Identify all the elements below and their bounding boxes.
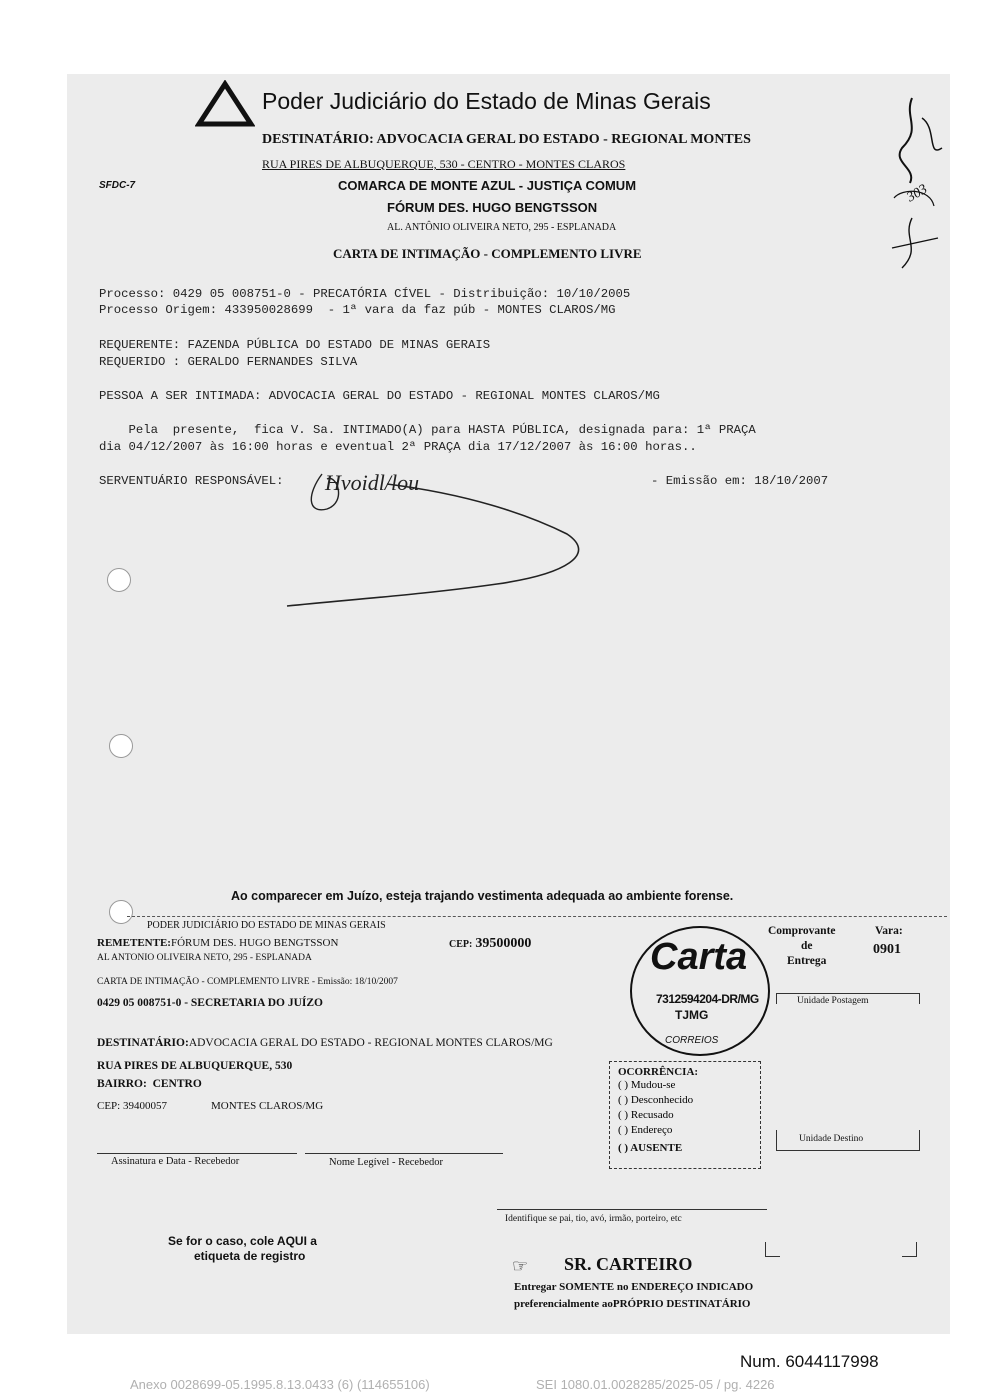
remetente-label: REMETENTE:	[97, 937, 171, 949]
comarca: COMARCA DE MONTE AZUL - JUSTIÇA COMUM	[338, 178, 637, 193]
slip-dest-street: RUA PIRES DE ALBUQUERQUE, 530	[97, 1060, 293, 1072]
pessoa-intimada: PESSOA A SER INTIMADA: ADVOCACIA GERAL DO ESTADO - REGIONAL MONTES CLAROS/MG	[99, 389, 660, 403]
doc-title: CARTA DE INTIMAÇÃO - COMPLEMENTO LIVRE	[333, 246, 642, 261]
slip-remetente	[97, 937, 338, 949]
footer-num: Num. 6044117998	[740, 1352, 879, 1371]
ocorrencia-mudou[interactable]: ( ) Mudou-se	[618, 1079, 676, 1091]
margin-note: 303	[904, 181, 931, 206]
texto-line-2: dia 04/12/2007 às 16:00 horas e eventual 2ª PRAÇA dia 17/12/2007 às 16:00 horas..	[99, 440, 697, 454]
identifique-label: Identifique se pai, tio, avó, irmão, porteiro, etc	[505, 1214, 682, 1224]
address-line: RUA PIRES DE ALBUQUERQUE, 530 - CENTRO - MONTES CLAROS	[262, 157, 626, 171]
cole-line-2: etiqueta de registro	[194, 1249, 306, 1263]
comprovante-1: Comprovante	[768, 925, 836, 937]
binder-hole	[109, 900, 133, 924]
slip-cep	[449, 936, 531, 952]
pointing-hand-icon: ☞	[512, 1256, 529, 1276]
stamp-correios: CORREIOS	[665, 1035, 719, 1046]
corner-mark	[902, 1242, 917, 1257]
binder-hole	[107, 568, 131, 592]
signature-stroke	[267, 454, 597, 614]
slip-dest-cep: CEP: 39400057	[97, 1100, 167, 1112]
unidade-destino: Unidade Destino	[799, 1134, 864, 1144]
processo: Processo: 0429 05 008751-0 - PRECATÓRIA CÍVEL - Distribuição: 10/10/2005	[99, 287, 631, 301]
slip-carta-line: CARTA DE INTIMAÇÃO - COMPLEMENTO LIVRE - Emissão: 18/10/2007	[97, 977, 398, 987]
corner-mark	[765, 1242, 780, 1257]
margin-initials-icon	[882, 88, 948, 278]
ocorrencia-desconhecido[interactable]: ( ) Desconhecido	[618, 1094, 694, 1106]
slip-remetente-address: AL ANTONIO OLIVEIRA NETO, 295 - ESPLANADA	[97, 953, 312, 963]
dest-label: DESTINATÁRIO:	[97, 1037, 189, 1049]
slip-processo-line: 0429 05 008751-0 - SECRETARIA DO JUÍZO	[97, 997, 323, 1009]
cut-line	[127, 916, 947, 917]
slip-city: MONTES CLAROS/MG	[211, 1100, 324, 1112]
remetente-value: FÓRUM DES. HUGO BENGTSSON	[170, 937, 339, 949]
comprovante-3: Entrega	[787, 955, 827, 967]
unidade-postagem: Unidade Postagem	[797, 996, 869, 1006]
stamp-tjmg: TJMG	[675, 1008, 709, 1022]
org-title: Poder Judiciário do Estado de Minas Gerais	[262, 88, 711, 114]
form-code: SFDC-7	[99, 180, 136, 191]
carteiro-title: SR. CARTEIRO	[564, 1254, 693, 1274]
ocorrencia-ausente[interactable]: ( ) AUSENTE	[618, 1142, 683, 1154]
signature: Hvoidl/lou	[325, 470, 420, 495]
binder-hole	[109, 734, 133, 758]
identifique-line	[497, 1209, 767, 1210]
requerente: REQUERENTE: FAZENDA PÚBLICA DO ESTADO DE MINAS GERAIS	[99, 338, 491, 352]
stamp-title: Carta	[650, 936, 748, 978]
ocorrencia-recusado[interactable]: ( ) Recusado	[618, 1109, 674, 1121]
entregar-line-2: preferencialmente aoPRÓPRIO DESTINATÁRIO	[514, 1298, 751, 1310]
footer-anexo: Anexo 0028699-05.1995.8.13.0433 (6) (114655106)	[130, 1377, 430, 1392]
stamp-code: 7312594204-DR/MG	[656, 992, 759, 1006]
serventuario-label: SERVENTUÁRIO RESPONSÁVEL:	[99, 474, 284, 488]
vara-label: Vara:	[875, 925, 903, 937]
footer-sei: SEI 1080.01.0028285/2025-05 / pg. 4226	[536, 1377, 775, 1392]
aviso-vestimenta: Ao comparecer em Juízo, esteja trajando vestimenta adequada ao ambiente forense.	[231, 889, 734, 903]
requerido: REQUERIDO : GERALDO FERNANDES SILVA	[99, 355, 358, 369]
forum: FÓRUM DES. HUGO BENGTSSON	[387, 200, 598, 215]
document-sheet	[67, 74, 950, 1334]
vara-value: 0901	[873, 942, 901, 957]
cep-label: CEP:	[449, 939, 473, 950]
triangle-logo-icon	[195, 80, 255, 128]
texto-line-1: Pela presente, fica V. Sa. INTIMADO(A) para HASTA PÚBLICA, designada para: 1ª PRAÇA	[99, 423, 756, 437]
slip-destinatario	[97, 1037, 553, 1049]
processo-origem: Processo Origem: 433950028699 - 1ª vara da faz púb - MONTES CLAROS/MG	[99, 303, 616, 317]
ocorrencia-endereco[interactable]: ( ) Endereço	[618, 1124, 673, 1136]
assinatura-label: Assinatura e Data - Recebedor	[111, 1156, 240, 1167]
dest-value: ADVOCACIA GERAL DO ESTADO - REGIONAL MONTES CLAROS/MG	[188, 1037, 553, 1049]
cole-line-1: Se for o caso, cole AQUI a	[168, 1234, 317, 1248]
slip-poder: PODER JUDICIÁRIO DO ESTADO DE MINAS GERAIS	[147, 920, 386, 931]
ocorrencia-box	[609, 1061, 761, 1169]
entregar-line-1: Entregar SOMENTE no ENDEREÇO INDICADO	[514, 1281, 754, 1293]
ocorrencia-title: OCORRÊNCIA:	[618, 1066, 699, 1078]
signature-line	[97, 1153, 297, 1154]
destinatario-line: DESTINATÁRIO: ADVOCACIA GERAL DO ESTADO - REGIONAL MONTES	[262, 132, 751, 147]
cep-value: 39500000	[475, 936, 532, 951]
name-line	[305, 1153, 503, 1154]
forum-address: AL. ANTÔNIO OLIVEIRA NETO, 295 - ESPLANADA	[387, 222, 617, 233]
comprovante-2: de	[801, 940, 813, 952]
emissao: - Emissão em: 18/10/2007	[651, 474, 829, 488]
slip-bairro: BAIRRO: CENTRO	[97, 1078, 202, 1090]
nome-legivel-label: Nome Legível - Recebedor	[329, 1157, 443, 1168]
